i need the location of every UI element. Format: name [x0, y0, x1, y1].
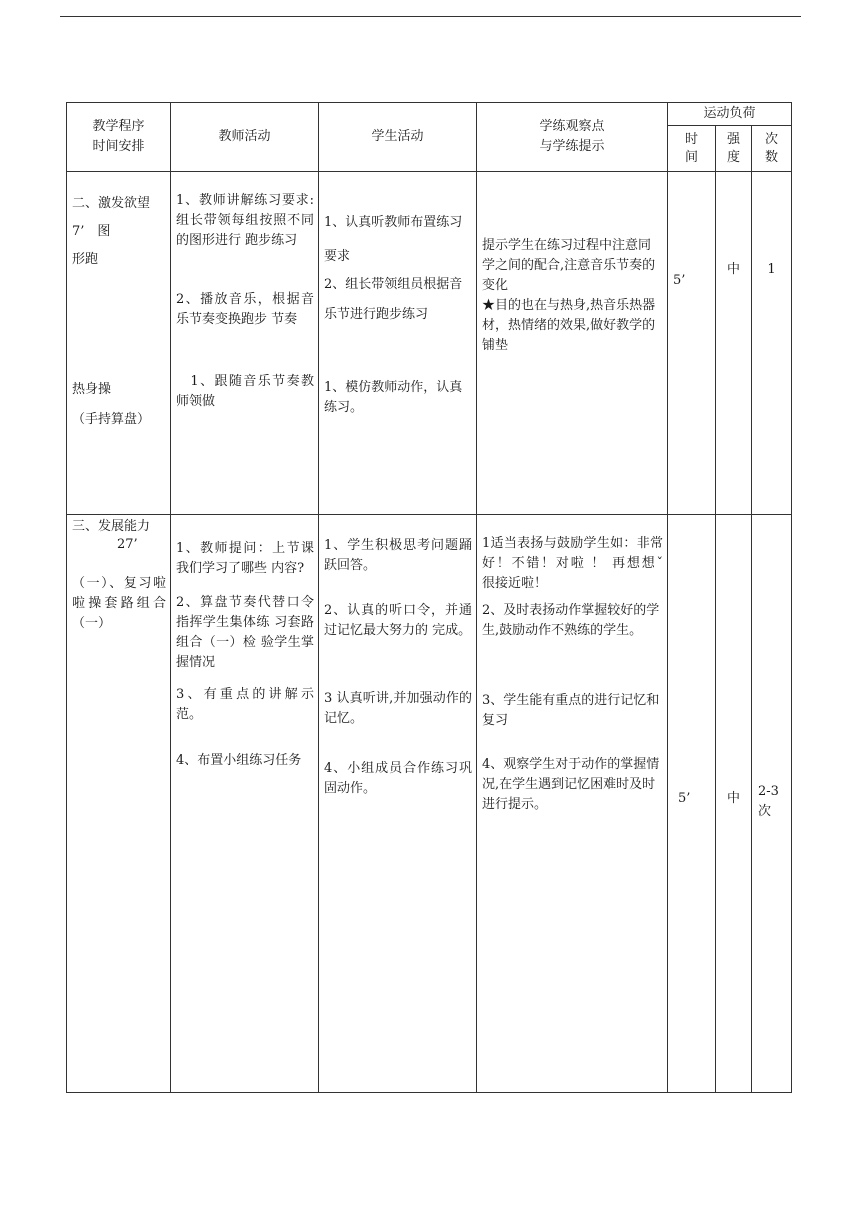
header-exercise-load: 运动负荷: [668, 103, 792, 126]
header-load-time: 时 间: [668, 126, 716, 172]
row2-teacher-cell: 1、教师提问：上节课我们学习了哪些 内容? 2、算盘节奏代替口令指挥学生集体练 习套路组合（一）检 验学生掌握情况 3、有重点的讲解示范。 4、布置小组练习任务: [171, 515, 319, 1093]
page-top-rule: [60, 16, 801, 17]
row2-count-cell: 2-3次: [752, 515, 792, 1093]
header-observation-tips: 学练观察点 与学练提示: [477, 103, 668, 172]
row2-student-cell: 1、学生积极思考问题踊跃回答。 2、认真的听口令，并通过记忆最大努力的 完成。 3 认真听讲,并加强动作的记忆。 4、小组成员合作练习巩固动作。: [319, 515, 477, 1093]
table-row: [67, 172, 792, 515]
row2-time-cell: 5’: [668, 515, 716, 1093]
header-procedure: 教学程序 时间安排: [67, 103, 171, 172]
row1-stage-cell: 二、激发欲望 7’ 图 形跑 热身操 （手持算盘）: [67, 172, 171, 515]
header-student-activity: 学生活动: [319, 103, 477, 172]
row1-teacher-cell: 1、教师讲解练习要求:组长带领每组按照不同的图形进行 跑步练习 2、播放音乐，根据音乐节奏变换跑步 节奏 1、跟随音乐节奏教师领做: [171, 172, 319, 515]
row2-stage-cell: 三、发展能力 27’ （一）、复习啦啦操套路组合（一）: [67, 515, 171, 1093]
row1-student-cell: 1、认真听教师布置练习要求 2、组长带领组员根据音乐节进行跑步练习 1、模仿教师动作，认真练习。: [319, 172, 477, 515]
row2-intensity-cell: 中: [716, 515, 752, 1093]
row1-tips-cell: 提示学生在练习过程中注意同学之间的配合,注意音乐节奏的变化 ★目的也在与热身,热音乐热器材，热情绪的效果,做好教学的铺垫: [477, 172, 668, 515]
header-load-count: 次 数: [752, 126, 792, 172]
header-row: [67, 103, 792, 126]
table-row: [67, 515, 792, 1093]
row1-intensity-cell: 中: [716, 172, 752, 515]
row1-count-cell: 1: [752, 172, 792, 515]
row2-tips-cell: 1适当表扬与鼓励学生如：非常好！不错！对啦 ！ 再想想ˇ 很接近啦！ 2、及时表扬动作掌握较好的学生,鼓励动作不熟练的学生。 3、学生能有重点的进行记忆和复习 4、观察学生对于动作的掌握情况,在学生遇到记忆困难时及时进行提示。: [477, 515, 668, 1093]
lesson-plan-table: [66, 102, 792, 1093]
header-teacher-activity: 教师活动: [171, 103, 319, 172]
row1-time-cell: 5’: [668, 172, 716, 515]
header-load-intensity: 强 度: [716, 126, 752, 172]
